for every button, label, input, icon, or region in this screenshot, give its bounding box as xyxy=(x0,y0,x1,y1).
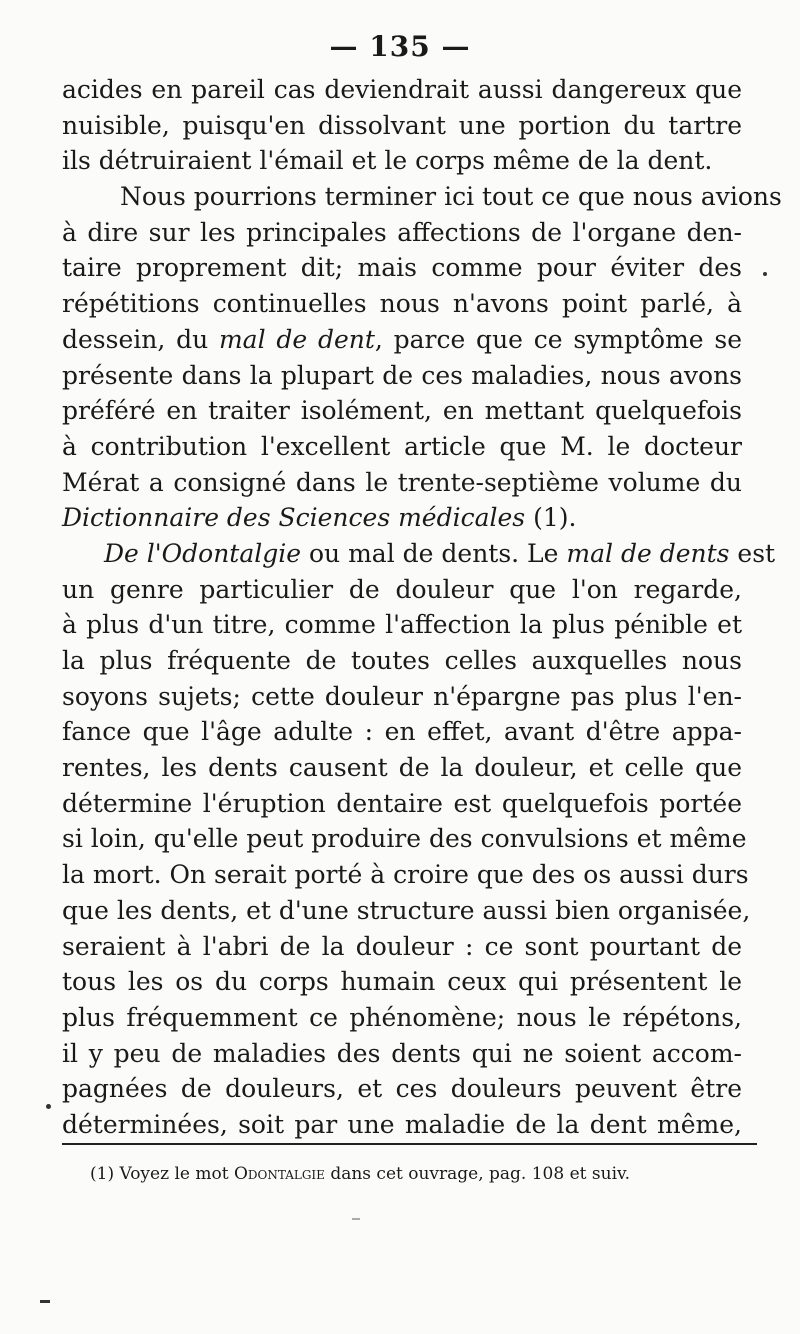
text-line xyxy=(62,465,742,501)
ink-speck xyxy=(40,1300,50,1303)
text-line xyxy=(62,572,742,608)
text-run: nuisible, puisqu'en dissolvant une portion du tartre xyxy=(62,110,742,140)
text-run: que les dents, et d'une structure aussi bien organisée, xyxy=(62,895,751,925)
text-run: détermine l'éruption dentaire est quelquefois portée xyxy=(62,788,742,818)
italic-text: Dictionnaire des Sciences médicales xyxy=(62,503,526,533)
text-run: préféré en traiter isolément, en mettant quelquefois xyxy=(62,396,742,426)
text-run: ou mal de dents. Le xyxy=(301,538,567,568)
text-line xyxy=(62,714,742,750)
text-line xyxy=(62,1107,742,1143)
text-line xyxy=(62,821,747,857)
text-line xyxy=(62,322,742,358)
text-line xyxy=(62,500,742,536)
text-run: rentes, les dents causent de la douleur, et celle que xyxy=(62,753,742,783)
text-line xyxy=(62,72,742,108)
italic-text: De l'Odontalgie xyxy=(104,538,302,568)
text-line xyxy=(62,929,742,965)
text-run: à dire sur les principales affections de l'organe den- xyxy=(62,217,742,247)
footnote-prefix: (1) Voyez le mot xyxy=(90,1164,234,1184)
text-line xyxy=(62,250,742,286)
text-line xyxy=(62,108,742,144)
text-run: taire proprement dit; mais comme pour éviter des xyxy=(62,253,742,283)
italic-text: mal de dent xyxy=(218,324,375,354)
text-run: fance que l'âge adulte : en effet, avant d'être appa- xyxy=(62,717,742,747)
text-run: Nous pourrions terminer ici tout ce que nous avions xyxy=(120,182,782,212)
footnote-rule xyxy=(62,1143,757,1145)
text-run: déterminées, soit par une maladie de la dent même, xyxy=(62,1109,742,1139)
text-line xyxy=(62,358,742,394)
text-line xyxy=(62,1000,742,1036)
text-run: seraient à l'abri de la douleur : ce sont pourtant de xyxy=(62,931,742,961)
text-run: à contribution l'excellent article que M. le docteur xyxy=(62,431,742,461)
text-line xyxy=(62,679,742,715)
text-run: tous les os du corps humain ceux qui présentent le xyxy=(62,967,742,997)
text-line xyxy=(62,964,742,1000)
text-line xyxy=(62,643,742,679)
text-run: dessein, du xyxy=(62,324,219,354)
text-run: un genre particulier de douleur que l'on regarde, xyxy=(62,574,742,604)
text-run: pagnées de douleurs, et ces douleurs peuvent être xyxy=(62,1074,742,1104)
text-line xyxy=(62,1071,742,1107)
text-run: soyons sujets; cette douleur n'épargne pas plus l'en- xyxy=(62,681,742,711)
text-run: (1). xyxy=(525,503,577,533)
text-line xyxy=(62,143,742,179)
italic-text: mal de dents xyxy=(566,538,730,568)
text-line xyxy=(62,607,742,643)
footnote-suffix: dans cet ouvrage, pag. 108 et suiv. xyxy=(324,1164,630,1184)
text-line xyxy=(62,786,742,822)
ink-speck xyxy=(763,272,767,276)
ink-speck xyxy=(352,1218,360,1220)
ink-speck xyxy=(46,1104,51,1109)
text-run: Mérat a consigné dans le trente-septième volume du xyxy=(62,467,742,497)
text-line xyxy=(62,857,749,893)
text-run: à plus d'un titre, comme l'affection la plus pénible et xyxy=(62,610,742,640)
footnote-term: Odontalgie xyxy=(233,1164,325,1184)
text-line xyxy=(62,536,776,572)
text-run: la mort. On serait porté à croire que des os aussi durs xyxy=(62,860,749,890)
text-line xyxy=(62,215,742,251)
text-line xyxy=(62,893,751,929)
text-run: est xyxy=(729,538,776,568)
text-line xyxy=(62,179,782,215)
text-run: il y peu de maladies des dents qui ne soient accom- xyxy=(62,1038,742,1068)
text-run: présente dans la plupart de ces maladies, nous avons xyxy=(62,360,742,390)
text-run: la plus fréquente de toutes celles auxquelles nous xyxy=(62,646,742,675)
text-run: si loin, qu'elle peut produire des convulsions et même xyxy=(62,824,747,854)
text-run: plus fréquemment ce phénomène; nous le répétons, xyxy=(62,1002,742,1032)
text-line xyxy=(62,429,742,465)
text-run: acides en pareil cas deviendrait aussi dangereux que xyxy=(62,75,742,104)
text-line xyxy=(62,286,742,322)
page-number: — 135 — xyxy=(329,30,471,63)
text-run: ils détruiraient l'émail et le corps même de la dent. xyxy=(62,146,713,176)
text-line xyxy=(62,750,742,786)
text-line xyxy=(62,1036,742,1072)
text-run: , parce que ce symptôme se xyxy=(374,324,742,354)
body-text xyxy=(62,72,782,1143)
text-run: répétitions continuelles nous n'avons point parlé, à xyxy=(62,289,742,319)
text-line xyxy=(62,393,742,429)
footnote xyxy=(90,1164,740,1184)
